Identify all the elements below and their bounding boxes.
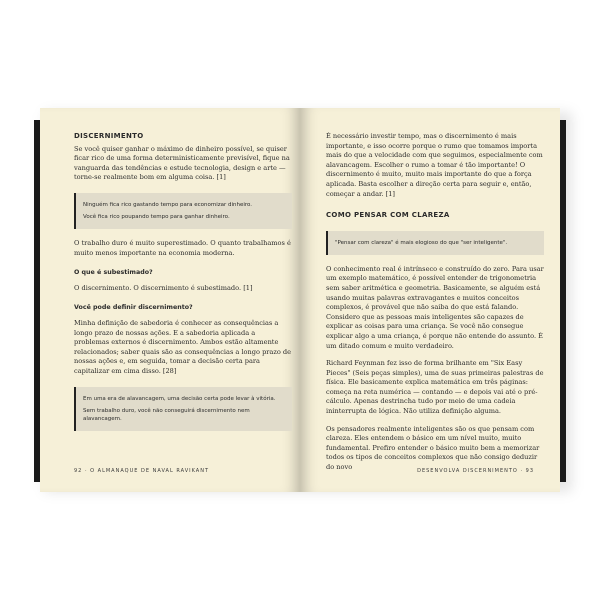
paragraph: Se você quiser ganhar o máximo de dinheiro possível, se quiser ficar rico de uma forma deterministicamente previsível, fique na vanguarda das tendências e estude tecnologia, design e arte — torne-se realmente bom em alguma coisa. [1] [74,144,290,182]
question-heading: O que é subestimado? [74,269,153,277]
book-cover-edge-right [559,120,566,482]
quote-line: Você fica rico poupando tempo para ganhar dinheiro. [83,213,230,220]
paragraph: Minha definição de sabedoria é conhecer as consequências a longo prazo de nossas ações. E a sabedoria aplicada a problemas externos é discernimento. Ambos estão altamente relacionados; saber quais são as consequências a longo prazo de nossas ações e, em seguida, tomar a decisão certa para capitalizar em cima disso. [28] [74,318,292,375]
left-page-content [74,132,292,441]
quote-line: "Pensar com clareza" é mais elogioso do que "ser inteligente". [335,239,508,246]
pull-quote [74,193,292,229]
quote-line: Em uma era de alavancagem, uma decisão certa pode levar à vitória. [83,395,276,402]
paragraph: O trabalho duro é muito superestimado. O quanto trabalhamos é muito menos importante na economia moderna. [74,238,291,257]
paragraph: O discernimento. O discernimento é subestimado. [1] [74,283,253,292]
pull-quote [326,231,544,255]
pull-quote [74,387,292,431]
paragraph: É necessário investir tempo, mas o discernimento é mais importante, e isso ocorre porque o rumo que tomamos importa mais do que a velocidade com que seguimos, especialmente com alavancagem. Escolher o rumo a tomar é tão importante! O discernimento é muito, muito mais importante do que a força aplicada. Basta escolher a direção certa para seguir e, então, começar a andar. [1] [326,132,543,198]
quote-line: Sem trabalho duro, você não conseguirá discernimento nem alavancagem. [83,407,250,422]
right-page [300,108,560,492]
section-heading: COMO PENSAR COM CLAREZA [326,211,450,220]
page-footer: 92 · O ALMANAQUE DE NAVAL RAVIKANT [74,468,210,474]
left-page [40,108,300,492]
paragraph: Richard Feynman fez isso de forma brilhante em "Six Easy Pieces" (Seis peças simples), uma de suas primeiras palestras de física. Ele basicamente explica matemática em três páginas: começa na reta numérica — contando — e depois vai até o pré-cálculo. Apenas destrincha tudo por meio de uma cadeia ininterrupta de lógica. Não utiliza definição alguma. [326,359,544,416]
paragraph: Os pensadores realmente inteligentes são os que pensam com clareza. Eles entendem o básico em um nível muito, muito fundamental. Prefiro entender o básico muito bem a memorizar todos os tipos de conceitos complexos que não consigo deduzir do novo [326,424,540,472]
paragraph: O conhecimento real é intrínseco e construído do zero. Para usar um exemplo matemático, é possível entender de trigonometria sem saber aritmética e geometria. Basicamente, se alguém está usando muitas palavras extravagantes e muitos conceitos complexos, é provável que não saiba do que está falando. Considero que as pessoas mais inteligentes são capazes de explicar as coisas para uma criança. Se você não consegue explicar algo a uma criança, é porque não entende do assunto. É um ditado comum e muito verdadeiro. [326,264,544,350]
page-footer: DESENVOLVA DISCERNIMENTO · 93 [417,468,534,474]
right-page-content [326,132,544,481]
question-heading: Você pode definir discernimento? [74,304,193,312]
quote-line: Ninguém fica rico gastando tempo para economizar dinheiro. [83,201,253,208]
section-heading: DISCERNIMENTO [74,132,144,140]
